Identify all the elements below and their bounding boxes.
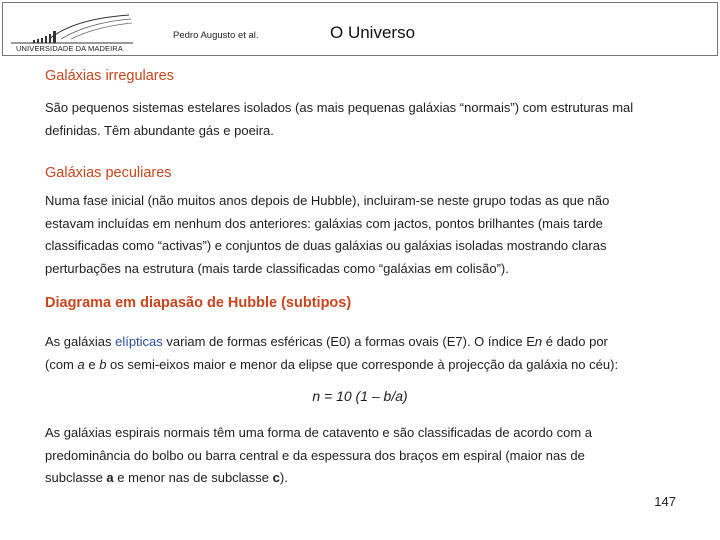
paragraph-peculiares (45, 190, 685, 280)
subclass-c: c (272, 470, 280, 485)
variable-a: a (77, 356, 85, 372)
page-number: 147 (654, 494, 676, 509)
paragraph-espirais (45, 422, 685, 490)
paragraph-line (45, 467, 685, 490)
link-elipticas[interactable]: elípticas (115, 334, 163, 349)
document-title: O Universo (330, 23, 416, 42)
text-run: As galáxias (45, 334, 116, 349)
paragraph-line (45, 331, 685, 354)
paragraph-line: As galáxias espirais normais têm uma forma de catavento e são classificadas de acordo com a (45, 425, 592, 440)
text-run: é dado por (542, 334, 608, 349)
text-run: e (84, 356, 100, 372)
paragraph-line (45, 354, 685, 377)
index-variable: n (534, 334, 543, 349)
paragraph-line: classificadas como “activas”) e conjuntos de duas galáxias ou galáxias isoladas mostrando claras (45, 238, 607, 253)
formula-ellipticity: n = 10 (1 – b/a) (312, 388, 408, 404)
text-run: (com (45, 356, 78, 372)
subclass-a: a (106, 470, 114, 485)
paragraph-line: predominância do bolbo ou barra central e da espessura dos braços em espiral (maior nas de (45, 447, 585, 463)
paragraph-line: Numa fase inicial (não muitos anos depois de Hubble), incluiram-se neste grupo todas as que não (45, 193, 610, 208)
text-run: variam de formas esféricas (E0) a formas ovais (E7). O índice E (162, 334, 535, 349)
heading-hubble: Diagrama em diapasão de Hubble (subtipos) (45, 295, 352, 311)
paragraph-line: definidas. Têm abundante gás e poeira. (45, 122, 274, 138)
heading-peculiares: Galáxias peculiares (45, 165, 172, 181)
author-label: Pedro Augusto et al. (173, 30, 259, 41)
variable-b: b (99, 356, 107, 372)
text-run: os semi-eixos maior e menor da elipse que corresponde à projecção da galáxia no céu): (106, 356, 619, 372)
text-run: subclasse (45, 470, 107, 485)
paragraph-line: perturbações na estrutura (mais tarde classificadas como “galáxias em colisão”). (45, 260, 509, 276)
text-run: ). (279, 470, 288, 485)
paragraph-elipticas (45, 331, 685, 376)
text-run: e menor nas de subclasse (113, 470, 273, 485)
header-frame (2, 2, 718, 56)
paragraph-irregulares (45, 97, 685, 142)
university-name: UNIVERSIDADE DA MADEIRA (16, 44, 123, 53)
paragraph-line: São pequenos sistemas estelares isolados (as mais pequenas galáxias “normais”) com estruturas mal (45, 100, 634, 115)
heading-irregulares: Galáxias irregulares (45, 68, 174, 84)
paragraph-line: estavam incluídas em nenhum dos anteriores: galáxias com jactos, pontos brilhantes (mais tarde (45, 215, 603, 231)
